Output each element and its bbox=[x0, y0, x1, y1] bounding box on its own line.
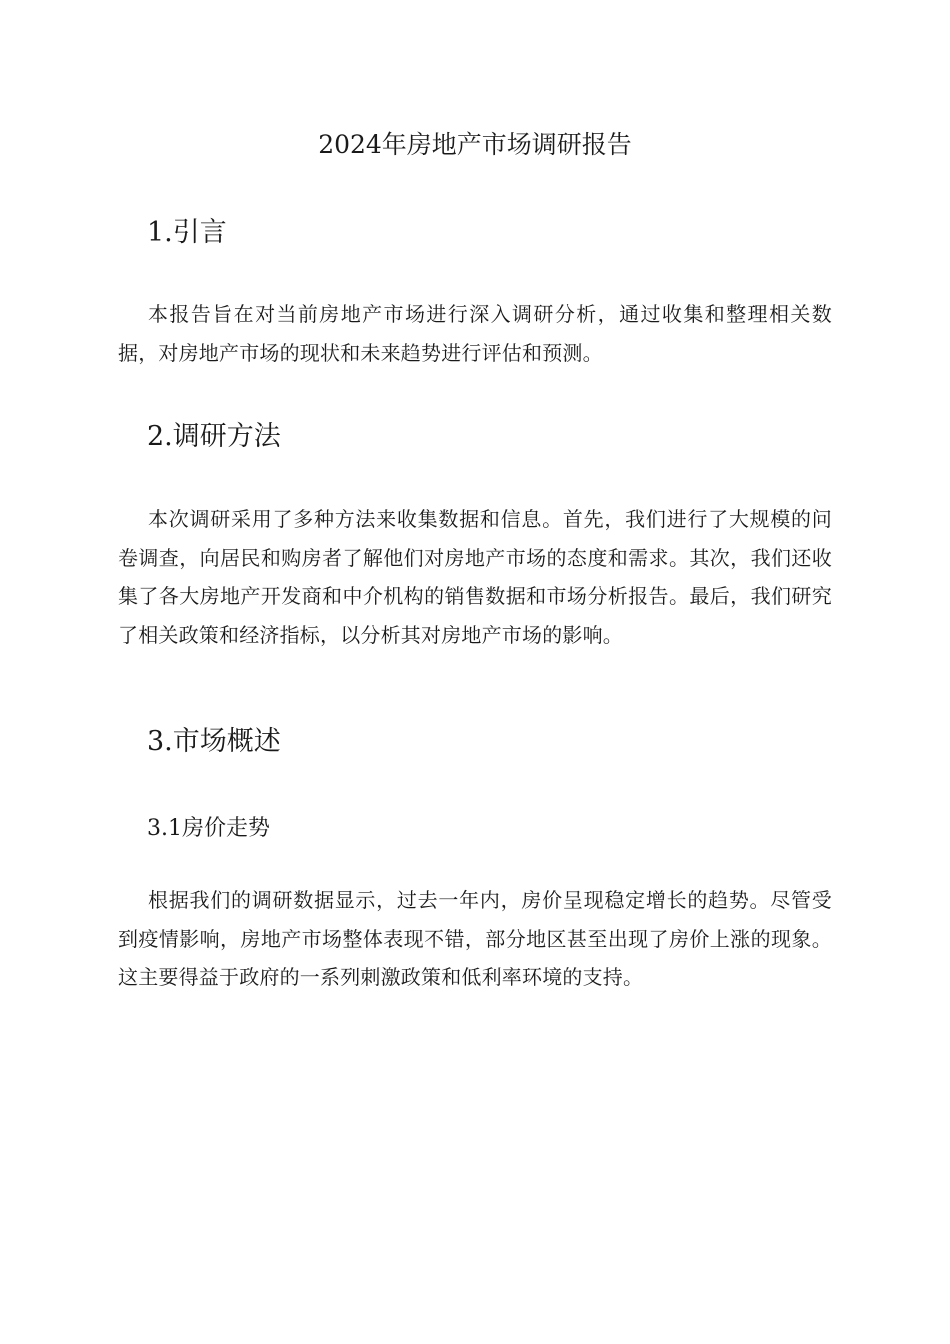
subsection-paragraph-price-trend: 根据我们的调研数据显示，过去一年内，房价呈现稳定增长的趋势。尽管受到疫情影响，房地产市场整体表现不错，部分地区甚至出现了房价上涨的现象。这主要得益于政府的一系列刺激政策和低利率环境的支持。 bbox=[118, 888, 832, 989]
section-heading-introduction: 1.引言 bbox=[147, 217, 227, 248]
subsection-heading-price-trend: 3.1房价走势 bbox=[147, 816, 270, 841]
section-paragraph-methodology: 本次调研采用了多种方法来收集数据和信息。首先，我们进行了大规模的问卷调查，向居民和购房者了解他们对房地产市场的态度和需求。其次，我们还收集了各大房地产开发商和中介机构的销售数据和市场分析报告。最后，我们研究了相关政策和经济指标，以分析其对房地产市场的影响。 bbox=[118, 507, 832, 647]
section-heading-market-overview: 3.市场概述 bbox=[147, 726, 281, 757]
section-paragraph-introduction: 本报告旨在对当前房地产市场进行深入调研分析，通过收集和整理相关数据，对房地产市场的现状和未来趋势进行评估和预测。 bbox=[118, 302, 832, 365]
section-heading-methodology: 2.调研方法 bbox=[147, 421, 281, 452]
document-title: 2024年房地产市场调研报告 bbox=[318, 130, 632, 159]
